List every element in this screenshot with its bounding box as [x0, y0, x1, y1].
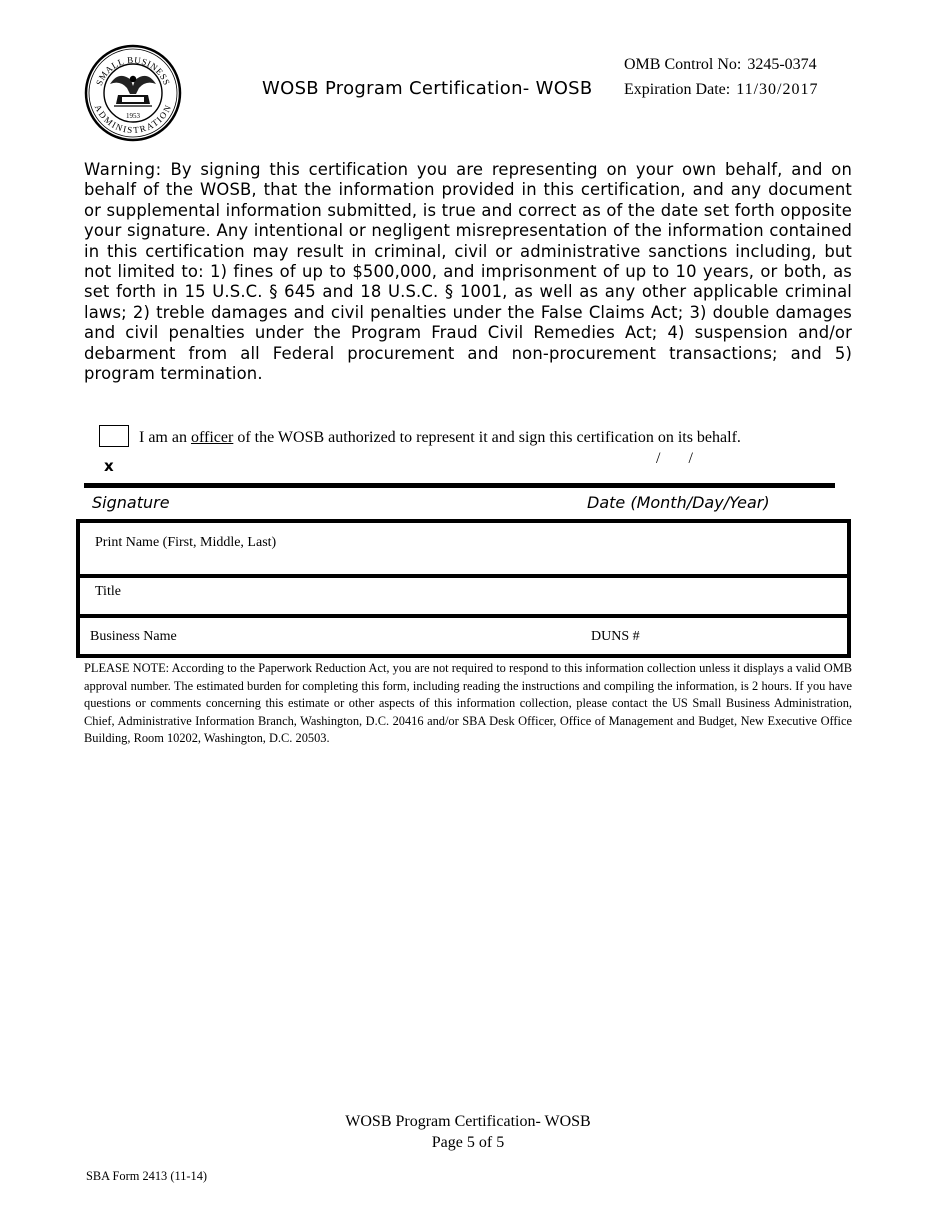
omb-control-label: OMB Control No: [624, 56, 742, 73]
footer-page: Page 5 of 5 [431, 1134, 505, 1151]
title-box [76, 574, 851, 618]
signature-x-mark: x [104, 457, 114, 475]
date-field[interactable]: / / [640, 450, 693, 467]
seal-bottom-text: ADMINISTRATION [92, 103, 174, 136]
date-label: Date (Month/Day/Year) [587, 493, 770, 512]
warning-paragraph [84, 160, 852, 384]
expiration-row [624, 77, 818, 102]
print-name-label: Print Name (First, Middle, Last) [95, 535, 277, 550]
officer-word: officer [190, 429, 234, 446]
signature-label: Signature [92, 493, 170, 512]
sba-seal-graphic [84, 44, 182, 142]
footer-title: WOSB Program Certification- WOSB [345, 1113, 591, 1130]
form-number: SBA Form 2413 (11-14) [86, 1169, 208, 1183]
officer-checkbox[interactable] [99, 425, 129, 447]
seal-top-text: SMALL BUSINESS [94, 54, 172, 87]
expiration-value: 11/30/2017 [736, 81, 819, 98]
duns-label: DUNS # [591, 629, 640, 644]
signature-line [84, 483, 835, 488]
attestation-suffix: of the WOSB authorized to represent it and sign this certification on its behalf. [237, 429, 741, 446]
officer-attestation [139, 429, 741, 447]
print-name-box [76, 519, 851, 579]
omb-control-row [624, 52, 818, 77]
business-name-box [76, 614, 851, 658]
seal-year: 1953 [126, 112, 140, 120]
title-field[interactable] [80, 578, 847, 614]
warning-text: By signing this certification you are representing on your own behalf, and on behalf of the WOSB, that the information provided in this certification, and any document or supplemental information submitted, is true and correct as of the date set forth opposite your signature. Any intentional or negligent misrepresentation of the information contained in this certification may result in criminal, civil or administrative sanctions including, but not limited to: 1) fines of up to $500,000, and imprisonment of up to 10 years, or both, as set forth in 15 U.S.C. § 645 and 18 U.S.C. § 1001, as well as any other applicable criminal laws; 2) treble damages and civil penalties under the False Claims Act; 3) double damages and civil penalties under the Program Fraud Civil Remedies Act; 4) suspension and/or debarment from all Federal procurement and non-procurement transactions; and 5) program termination. [84, 160, 852, 384]
eagle-icon [110, 76, 156, 106]
warning-lead: Warning: [84, 160, 162, 179]
omb-control-value: 3245-0374 [747, 56, 817, 73]
omb-info [624, 52, 818, 102]
expiration-label: Expiration Date: [624, 81, 731, 98]
title-label: Title [95, 584, 121, 599]
paperwork-note: PLEASE NOTE: According to the Paperwork Reduction Act, you are not required to respond to this information collection unless it displays a valid OMB approval number. The estimated burden for completing this form, including reading the instructions and compiling the information, is 2 hours. If you have questions or comments concerning this estimate or other aspects of this information collection, please contact the US Small Business Administration, Chief, Administrative Information Branch, Washington, D.C. 20416 and/or SBA Desk Officer, Office of Management and Budget, New Executive Office Building, Room 10202, Washington, D.C. 20503. [84, 661, 852, 746]
document-title: WOSB Program Certification- WOSB [262, 78, 593, 99]
signature-field[interactable] [84, 452, 604, 482]
business-name-label: Business Name [90, 629, 177, 644]
business-name-field[interactable] [80, 618, 847, 654]
print-name-field[interactable] [80, 523, 847, 575]
sba-seal-logo [84, 44, 182, 142]
attestation-prefix: I am an [139, 429, 187, 446]
